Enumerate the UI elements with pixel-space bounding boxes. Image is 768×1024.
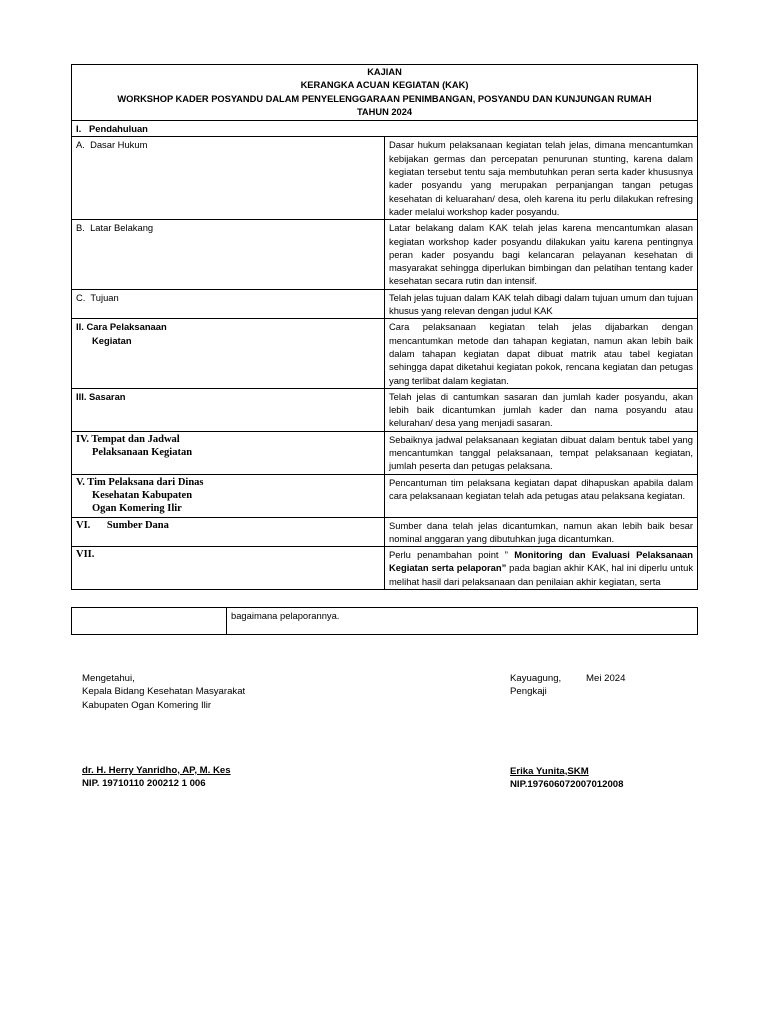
row-number: II.: [76, 321, 84, 333]
review-table-continued: [71, 607, 698, 635]
row-label-line: Sumber Dana: [106, 519, 169, 531]
row-text-sumber-dana: Sumber dana telah jelas dicantumkan, namun akan lebih baik besar nominal anggaran yang dibutuhkan juga dicantumkan.: [385, 517, 698, 547]
row-label-tim-pelaksana: [72, 474, 385, 517]
approver-nip: NIP. 19710110 200212 1 006: [82, 778, 206, 790]
reviewer-nip: NIP.197606072007012008: [510, 778, 624, 790]
row-label-sasaran: [72, 388, 385, 431]
acknowledged-label: Mengetahui,: [82, 673, 135, 684]
row-label-latar-belakang: B. Latar Belakang: [72, 220, 385, 289]
title-line-3: WORKSHOP KADER POSYANDU DALAM PENYELENGGARAAN PENIMBANGAN, POSYANDU DAN KUNJUNGAN RUMAH: [117, 93, 652, 104]
approver-office: Kabupaten Ogan Komering Ilir: [82, 699, 212, 711]
row-label-tempat-jadwal: [72, 431, 385, 474]
row-number: III.: [76, 390, 87, 402]
table-row: [72, 547, 698, 590]
title-line-4: TAHUN 2024: [356, 106, 413, 117]
signature-block-left: [82, 672, 245, 790]
row-text-continuation: bagaimana pelaporannya.: [227, 608, 698, 635]
table-row: [72, 431, 698, 474]
date: Mei 2024: [586, 673, 626, 684]
row-text-cara-pelaksanaan: Cara pelaksanaan kegiatan telah jelas dijabarkan dengan mencantumkan metode dan tahapan kegiatan, namun akan lebih baik dalam tahapan kegiatan dapat dibuat matrik atau tabel kegiatan sehingga dapat diketahui kegiatan pokok, rencana kegiatan dan petugas yang terlibat dalam kegiatan.: [385, 319, 698, 388]
title-line-2: KERANGKA ACUAN KEGIATAN (KAK): [300, 80, 469, 91]
row-label-line: Tempat dan Jadwal: [91, 433, 180, 445]
table-row: [72, 289, 698, 319]
place-date-line: [510, 672, 680, 685]
table-row: [72, 474, 698, 517]
table-row: [72, 608, 698, 635]
row-label-empty: [72, 608, 227, 635]
table-row: [72, 388, 698, 431]
text-segment: Perlu penambahan point ”: [389, 549, 515, 561]
row-label-cara-pelaksanaan: [72, 319, 385, 388]
row-text-sasaran: Telah jelas di cantumkan sasaran dan jumlah kader posyandu, akan lebih baik dicantumkan jumlah kader dan nama posyandu atau kelurahan/ desa yang menjadi sasaran.: [385, 388, 698, 431]
place: Kayuagung,: [510, 673, 562, 684]
row-text-dasar-hukum: Dasar hukum pelaksanaan kegiatan telah jelas, dimana mencantumkan kebijakan germas dan percepatan penurunan stunting, karena dalam kegiatan tersebut tentu saja membutuhkan peran serta kader khususnya kader posyandu yang merupakan perpanjangan tangan petugas kesehatan di keluarahan/ desa, oleh karena itu perlu dilakukan refresing kader melalui workshop kader posyandu.: [385, 137, 698, 220]
row-label-line: Ogan Komering Ilir: [92, 503, 182, 515]
row-label-line: Kegiatan: [92, 334, 132, 346]
title-line-1: KAJIAN: [367, 67, 402, 77]
row-label-line: Pelaksanaan Kegiatan: [92, 447, 193, 459]
row-text-tujuan: Telah jelas tujuan dalam KAK telah dibagi dalam tujuan umum dan tujuan khusus yang relevan dengan judul KAK: [385, 289, 698, 319]
section-pendahuluan-label: I. Pendahuluan: [72, 121, 698, 137]
signature-block-right: [510, 672, 680, 791]
row-label-line: Kesehatan Kabupaten: [92, 489, 193, 501]
text-segment: pada bagian akhir KAK, hal ini diperlu untuk melihat hasil dari pelaksanaan dan penilaian akhir kegiatan, serta: [389, 562, 694, 587]
row-label-line: Tim Pelaksana dari Dinas: [87, 476, 204, 488]
row-number: VI.: [76, 519, 91, 531]
section-pendahuluan-row: [72, 121, 698, 137]
row-label-line: Sasaran: [89, 390, 126, 402]
row-number: IV.: [76, 433, 89, 445]
row-label-dasar-hukum: A. Dasar Hukum: [72, 137, 385, 220]
approver-name: dr. H. Herry Yanridho, AP, M. Kes: [82, 764, 231, 776]
row-text-tim-pelaksana: Pencantuman tim pelaksana kegiatan dapat dihapuskan apabila dalam cara pelaksanaan kegiatan telah ada petugas atau pelaksana kegiatan.: [385, 474, 698, 517]
document-title: [72, 65, 698, 121]
reviewer-name: Erika Yunita,SKM: [510, 765, 589, 777]
reviewer-role: Pengkaji: [510, 686, 547, 698]
table-row: [72, 319, 698, 388]
row-label-line: Cara Pelaksanaan: [86, 321, 167, 333]
row-label-sumber-dana: [72, 517, 385, 547]
review-table: [71, 64, 698, 590]
table-row: [72, 137, 698, 220]
approver-title: Kepala Bidang Kesehatan Masyarakat: [82, 686, 246, 698]
row-text-monitoring: [385, 547, 698, 590]
table-row: [72, 517, 698, 547]
row-number: V.: [76, 476, 85, 488]
table-row: [72, 220, 698, 289]
row-label-vii: VII.: [72, 547, 385, 590]
table-header-row: [72, 65, 698, 121]
row-label-tujuan: C. Tujuan: [72, 289, 385, 319]
row-text-latar-belakang: Latar belakang dalam KAK telah jelas karena mencantumkan alasan kegiatan workshop kader posyandu dilakukan yaitu karena pentingnya peran kader posyandu bagi kelancaran pelayanan kesehatan di masyarakat sehingga diperlukan bimbingan dan pelatihan tentang kader kesehatan secara rutin dan intensif.: [385, 220, 698, 289]
row-text-tempat-jadwal: Sebaiknya jadwal pelaksanaan kegiatan dibuat dalam bentuk tabel yang mencantumkan tanggal pelaksanaan, tempat pelaksanaan kegiatan, jumlah peserta dan petugas pelaksana.: [385, 431, 698, 474]
text-segment-bold: Monitoring dan Evaluasi Pelaksanaan Kegiatan serta pelaporan”: [389, 549, 693, 574]
